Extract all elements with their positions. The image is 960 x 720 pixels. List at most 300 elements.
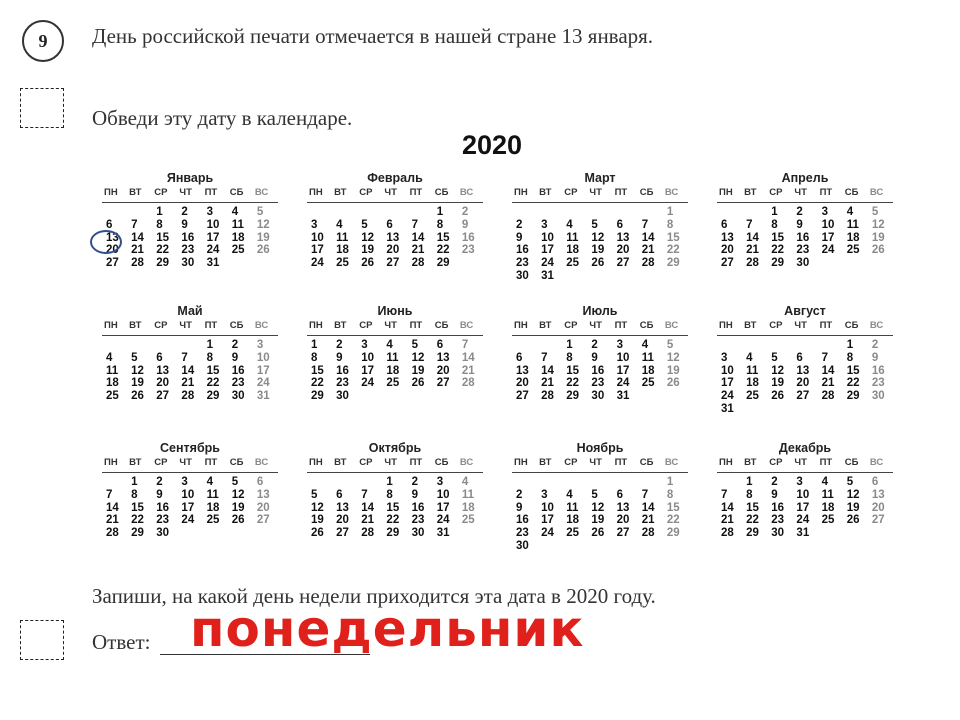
empty-cell <box>792 339 817 352</box>
day-cell: 30 <box>181 257 195 270</box>
day-cell: 25 <box>461 514 475 527</box>
day-cell: 10 <box>616 351 630 364</box>
weekday-label: ПН <box>719 187 733 198</box>
empty-cell <box>537 476 562 489</box>
day-cell: 29 <box>206 390 220 403</box>
day-cell: 26 <box>411 377 425 390</box>
day-cell: 21 <box>106 514 119 527</box>
day-cell: 13 <box>106 231 119 244</box>
empty-cell <box>587 476 612 489</box>
day-cell: 19 <box>411 364 425 377</box>
day-cell: 20 <box>436 364 450 377</box>
day-cell: 1 <box>566 339 573 351</box>
day-cell: 29 <box>846 390 860 403</box>
month-name: Декабрь <box>778 441 832 455</box>
day-cell: 23 <box>771 514 785 527</box>
weekday-label: ВТ <box>334 320 347 331</box>
day-cell: 5 <box>846 476 854 488</box>
day-cell: 21 <box>411 244 425 257</box>
weekday-label: ПТ <box>819 320 833 331</box>
day-cell: 1 <box>311 339 318 351</box>
day-cell: 16 <box>516 514 529 527</box>
empty-cell <box>102 339 127 352</box>
day-cell: 18 <box>106 377 119 390</box>
day-cell: 2 <box>516 488 523 501</box>
day-cell: 4 <box>386 339 393 351</box>
month-name: Февраль <box>367 171 423 185</box>
day-cell: 18 <box>821 501 835 514</box>
month-divider <box>102 202 278 203</box>
weekday-label: СР <box>154 320 168 331</box>
day-cell: 22 <box>386 514 400 527</box>
weekday-label: СБ <box>434 320 449 331</box>
weekday-label: СР <box>359 320 373 331</box>
day-cell: 1 <box>666 476 674 488</box>
day-cell: 10 <box>821 218 835 231</box>
weekday-label: ВС <box>254 320 269 331</box>
empty-cell <box>717 206 742 219</box>
day-cell: 24 <box>541 257 554 270</box>
day-cell: 18 <box>386 364 400 377</box>
day-cell: 6 <box>256 476 264 488</box>
day-cell: 24 <box>361 377 375 390</box>
day-cell: 22 <box>666 244 680 257</box>
month-11 <box>512 440 688 553</box>
day-cell: 4 <box>231 206 239 218</box>
weekday-header <box>102 319 278 333</box>
day-cell: 8 <box>666 218 674 231</box>
day-cell: 7 <box>746 218 753 231</box>
day-cell: 4 <box>746 351 753 364</box>
day-cell: 12 <box>871 218 885 231</box>
day-cell: 14 <box>641 501 655 514</box>
day-cell: 12 <box>131 364 144 377</box>
empty-cell <box>742 206 767 219</box>
day-cell: 15 <box>771 231 785 244</box>
day-cell: 29 <box>156 257 170 270</box>
day-cell: 30 <box>411 527 425 540</box>
weekday-label: ВС <box>459 457 474 468</box>
day-cell: 28 <box>721 527 734 540</box>
day-cell: 5 <box>411 339 418 351</box>
empty-cell <box>638 476 663 489</box>
day-cell: 25 <box>846 244 860 257</box>
day-cell: 17 <box>541 514 554 527</box>
day-cell: 16 <box>231 364 245 377</box>
weekday-label: ПТ <box>409 457 423 468</box>
empty-cell <box>307 476 332 489</box>
day-cell: 10 <box>541 231 554 244</box>
day-grid <box>307 206 483 270</box>
day-cell: 8 <box>771 218 778 231</box>
month-divider <box>512 335 688 336</box>
day-cell: 19 <box>771 377 785 390</box>
day-cell: 14 <box>541 364 554 377</box>
weekday-label: ВС <box>869 320 884 331</box>
day-cell: 14 <box>821 364 835 377</box>
day-cell: 13 <box>796 364 810 377</box>
day-cell: 3 <box>821 206 828 218</box>
day-cell: 23 <box>181 244 195 257</box>
day-cell: 25 <box>566 257 580 270</box>
day-cell: 24 <box>181 514 195 527</box>
day-cell: 11 <box>461 488 475 501</box>
empty-cell <box>587 206 612 219</box>
weekday-label: СР <box>359 187 373 198</box>
month-divider <box>512 472 688 473</box>
day-cell: 1 <box>131 476 138 488</box>
weekday-label: ВТ <box>539 187 552 198</box>
day-cell: 5 <box>771 351 778 364</box>
day-cell: 9 <box>461 218 469 231</box>
day-cell: 5 <box>591 218 598 231</box>
day-cell: 30 <box>591 390 605 403</box>
day-cell: 14 <box>181 364 195 377</box>
day-cell: 10 <box>436 488 450 501</box>
day-cell: 20 <box>796 377 810 390</box>
day-cell: 5 <box>311 488 318 501</box>
day-cell: 13 <box>871 488 885 501</box>
day-cell: 31 <box>256 390 270 403</box>
day-cell: 18 <box>846 231 860 244</box>
weekday-label: ЧТ <box>179 320 192 331</box>
day-cell: 5 <box>666 339 674 351</box>
day-cell: 27 <box>721 257 734 270</box>
empty-cell <box>562 476 587 489</box>
day-cell: 12 <box>666 351 680 364</box>
day-cell: 29 <box>566 390 580 403</box>
day-cell: 12 <box>591 501 605 514</box>
day-cell: 7 <box>106 488 113 501</box>
day-cell: 27 <box>106 257 119 270</box>
day-cell: 31 <box>436 527 450 540</box>
day-cell: 15 <box>846 364 860 377</box>
day-cell: 22 <box>311 377 324 390</box>
day-cell: 11 <box>566 501 579 514</box>
day-cell: 25 <box>566 527 580 540</box>
weekday-label: ВТ <box>539 320 552 331</box>
day-cell: 10 <box>721 364 734 377</box>
day-cell: 10 <box>181 488 195 501</box>
day-cell: 14 <box>461 351 475 364</box>
day-cell: 28 <box>821 390 835 403</box>
weekday-label: ВС <box>664 187 679 198</box>
weekday-label: СР <box>564 320 578 331</box>
day-cell: 16 <box>336 364 349 377</box>
day-cell: 6 <box>156 351 163 364</box>
day-cell: 28 <box>641 257 655 270</box>
day-cell: 31 <box>796 527 810 540</box>
day-cell: 27 <box>256 514 270 527</box>
day-cell: 29 <box>666 527 680 540</box>
day-cell: 7 <box>461 339 469 351</box>
day-cell: 27 <box>156 390 170 403</box>
weekday-header <box>717 456 893 470</box>
day-cell: 5 <box>131 351 138 364</box>
day-cell: 27 <box>796 390 810 403</box>
day-cell: 7 <box>181 351 188 364</box>
empty-cell <box>357 206 382 219</box>
day-cell: 12 <box>411 351 425 364</box>
day-cell: 7 <box>821 351 828 364</box>
day-cell: 17 <box>796 501 810 514</box>
empty-cell <box>332 206 357 219</box>
day-cell: 10 <box>206 218 220 231</box>
task-statement: День российской печати отмечается в нашей стране 13 января. <box>92 24 654 48</box>
day-cell: 6 <box>386 218 393 231</box>
task-question: Запиши, на какой день недели приходится эта дата в 2020 году. <box>92 584 656 608</box>
day-cell: 15 <box>436 231 450 244</box>
empty-cell <box>357 476 382 489</box>
day-cell: 5 <box>591 488 598 501</box>
day-cell: 26 <box>591 257 605 270</box>
day-cell: 17 <box>616 364 630 377</box>
day-cell: 21 <box>641 244 655 257</box>
day-cell: 9 <box>336 351 343 364</box>
weekday-label: ЧТ <box>384 457 397 468</box>
day-cell: 23 <box>156 514 170 527</box>
task-instruction: Обведи эту дату в календаре. <box>92 106 353 130</box>
day-cell: 10 <box>311 231 324 244</box>
day-cell: 16 <box>516 244 529 257</box>
day-cell: 16 <box>461 231 475 244</box>
weekday-label: ЧТ <box>794 320 807 331</box>
weekday-label: ВТ <box>129 187 142 198</box>
day-cell: 25 <box>231 244 245 257</box>
day-cell: 25 <box>336 257 349 270</box>
weekday-label: ЧТ <box>794 187 807 198</box>
day-cell: 30 <box>231 390 245 403</box>
day-cell: 23 <box>591 377 605 390</box>
day-cell: 20 <box>616 244 630 257</box>
day-cell: 24 <box>616 377 630 390</box>
day-cell: 28 <box>106 527 119 540</box>
day-cell: 14 <box>131 231 144 244</box>
day-cell: 15 <box>386 501 400 514</box>
answer-value: понедельник <box>190 600 585 658</box>
day-cell: 17 <box>181 501 195 514</box>
weekday-label: ПН <box>719 457 733 468</box>
month-9 <box>102 440 278 540</box>
weekday-label: СБ <box>229 187 244 198</box>
day-cell: 19 <box>591 244 605 257</box>
day-cell: 25 <box>641 377 655 390</box>
day-cell: 22 <box>666 514 680 527</box>
day-cell: 15 <box>206 364 220 377</box>
day-cell: 23 <box>336 377 349 390</box>
day-cell: 1 <box>156 206 163 218</box>
day-cell: 4 <box>566 218 573 231</box>
day-cell: 13 <box>336 501 349 514</box>
day-cell: 8 <box>846 351 854 364</box>
day-cell: 24 <box>721 390 734 403</box>
weekday-label: ПТ <box>409 187 423 198</box>
empty-cell <box>562 206 587 219</box>
day-cell: 13 <box>156 364 170 377</box>
day-cell: 8 <box>311 351 318 364</box>
weekday-label: СР <box>769 320 783 331</box>
weekday-label: ЧТ <box>179 187 192 198</box>
day-cell: 17 <box>206 231 220 244</box>
day-cell: 4 <box>566 488 573 501</box>
month-name: Май <box>177 304 203 318</box>
day-cell: 23 <box>461 244 475 257</box>
month-name: Март <box>584 171 616 185</box>
empty-cell <box>742 339 767 352</box>
day-cell: 31 <box>616 390 630 403</box>
weekday-label: ЧТ <box>589 457 602 468</box>
day-cell: 21 <box>461 364 475 377</box>
day-cell: 20 <box>156 377 170 390</box>
weekday-label: ВС <box>254 187 269 198</box>
day-cell: 16 <box>156 501 170 514</box>
day-cell: 15 <box>156 231 170 244</box>
day-cell: 6 <box>436 339 444 351</box>
day-cell: 16 <box>411 501 425 514</box>
day-cell: 26 <box>591 527 605 540</box>
day-cell: 4 <box>106 351 113 364</box>
day-cell: 12 <box>311 501 324 514</box>
day-cell: 29 <box>131 527 144 540</box>
weekday-label: ЧТ <box>794 457 807 468</box>
day-cell: 6 <box>796 351 803 364</box>
month-divider <box>717 472 893 473</box>
day-cell: 7 <box>641 488 649 501</box>
day-cell: 29 <box>311 390 324 403</box>
day-cell: 3 <box>436 476 444 488</box>
empty-cell <box>512 339 537 352</box>
day-cell: 26 <box>311 527 324 540</box>
weekday-label: ВТ <box>129 457 142 468</box>
weekday-label: СБ <box>229 320 244 331</box>
day-cell: 26 <box>231 514 245 527</box>
day-cell: 5 <box>871 206 879 218</box>
day-cell: 1 <box>436 206 444 218</box>
day-cell: 24 <box>821 244 835 257</box>
answer-label: Ответ: <box>92 630 151 654</box>
weekday-label: ВС <box>664 457 679 468</box>
day-cell: 2 <box>871 339 879 351</box>
day-cell: 30 <box>871 390 885 403</box>
day-cell: 11 <box>821 488 834 501</box>
day-cell: 18 <box>206 501 220 514</box>
weekday-label: СР <box>359 457 373 468</box>
month-4 <box>717 170 893 270</box>
day-cell: 14 <box>721 501 734 514</box>
day-cell: 16 <box>181 231 195 244</box>
day-cell: 12 <box>771 364 785 377</box>
day-cell: 11 <box>846 218 859 231</box>
day-cell: 19 <box>311 514 324 527</box>
day-cell: 11 <box>231 218 244 231</box>
day-cell: 28 <box>411 257 425 270</box>
empty-cell <box>613 206 638 219</box>
day-cell: 24 <box>256 377 270 390</box>
month-divider <box>307 335 483 336</box>
weekday-header <box>512 186 688 200</box>
day-grid <box>717 339 893 416</box>
day-cell: 27 <box>871 514 885 527</box>
day-cell: 30 <box>516 269 529 282</box>
day-grid <box>102 476 278 540</box>
weekday-label: ПН <box>309 187 323 198</box>
weekday-label: ПН <box>104 187 118 198</box>
day-cell: 2 <box>181 206 188 218</box>
day-cell: 11 <box>566 231 579 244</box>
day-cell: 14 <box>746 231 759 244</box>
weekday-label: СБ <box>639 187 654 198</box>
day-cell: 28 <box>461 377 475 390</box>
day-cell: 27 <box>616 257 630 270</box>
empty-cell <box>102 206 127 219</box>
day-cell: 9 <box>181 218 188 231</box>
empty-cell <box>127 206 152 219</box>
empty-cell <box>767 339 792 352</box>
weekday-label: СР <box>769 187 783 198</box>
day-cell: 20 <box>256 501 270 514</box>
month-6 <box>307 303 483 403</box>
weekday-label: ЧТ <box>384 320 397 331</box>
weekday-label: СБ <box>844 187 859 198</box>
day-cell: 25 <box>746 390 759 403</box>
day-cell: 23 <box>411 514 425 527</box>
weekday-label: ПТ <box>204 457 218 468</box>
day-cell: 2 <box>336 339 343 351</box>
empty-cell <box>818 339 843 352</box>
day-cell: 10 <box>361 351 375 364</box>
month-8 <box>717 303 893 416</box>
day-cell: 8 <box>386 488 393 501</box>
day-cell: 17 <box>721 377 734 390</box>
day-cell: 5 <box>231 476 239 488</box>
day-cell: 18 <box>641 364 655 377</box>
day-cell: 21 <box>131 244 144 257</box>
month-12 <box>717 440 893 540</box>
weekday-label: СБ <box>844 457 859 468</box>
month-10 <box>307 440 483 540</box>
day-cell: 29 <box>386 527 400 540</box>
day-cell: 24 <box>311 257 324 270</box>
day-cell: 20 <box>616 514 630 527</box>
day-cell: 18 <box>231 231 245 244</box>
day-cell: 24 <box>436 514 450 527</box>
weekday-label: ПН <box>309 457 323 468</box>
day-cell: 27 <box>386 257 400 270</box>
answer-check-box-2 <box>20 620 64 660</box>
day-cell: 16 <box>771 501 785 514</box>
day-cell: 9 <box>516 231 523 244</box>
day-cell: 27 <box>436 377 450 390</box>
weekday-label: ЧТ <box>179 457 192 468</box>
day-cell: 4 <box>206 476 213 488</box>
day-cell: 1 <box>666 206 674 218</box>
day-cell: 22 <box>206 377 220 390</box>
day-cell: 3 <box>206 206 213 218</box>
day-cell: 16 <box>591 364 605 377</box>
day-cell: 17 <box>436 501 450 514</box>
weekday-label: СБ <box>434 457 449 468</box>
month-name: Ноябрь <box>576 441 624 455</box>
month-divider <box>307 472 483 473</box>
day-cell: 19 <box>871 231 885 244</box>
calendar-year: 2020 <box>462 130 523 160</box>
task-number-badge: 9 <box>22 20 64 62</box>
day-cell: 15 <box>666 501 680 514</box>
day-cell: 22 <box>566 377 580 390</box>
day-grid <box>512 476 688 553</box>
weekday-label: ПТ <box>819 457 833 468</box>
day-cell: 13 <box>616 231 630 244</box>
